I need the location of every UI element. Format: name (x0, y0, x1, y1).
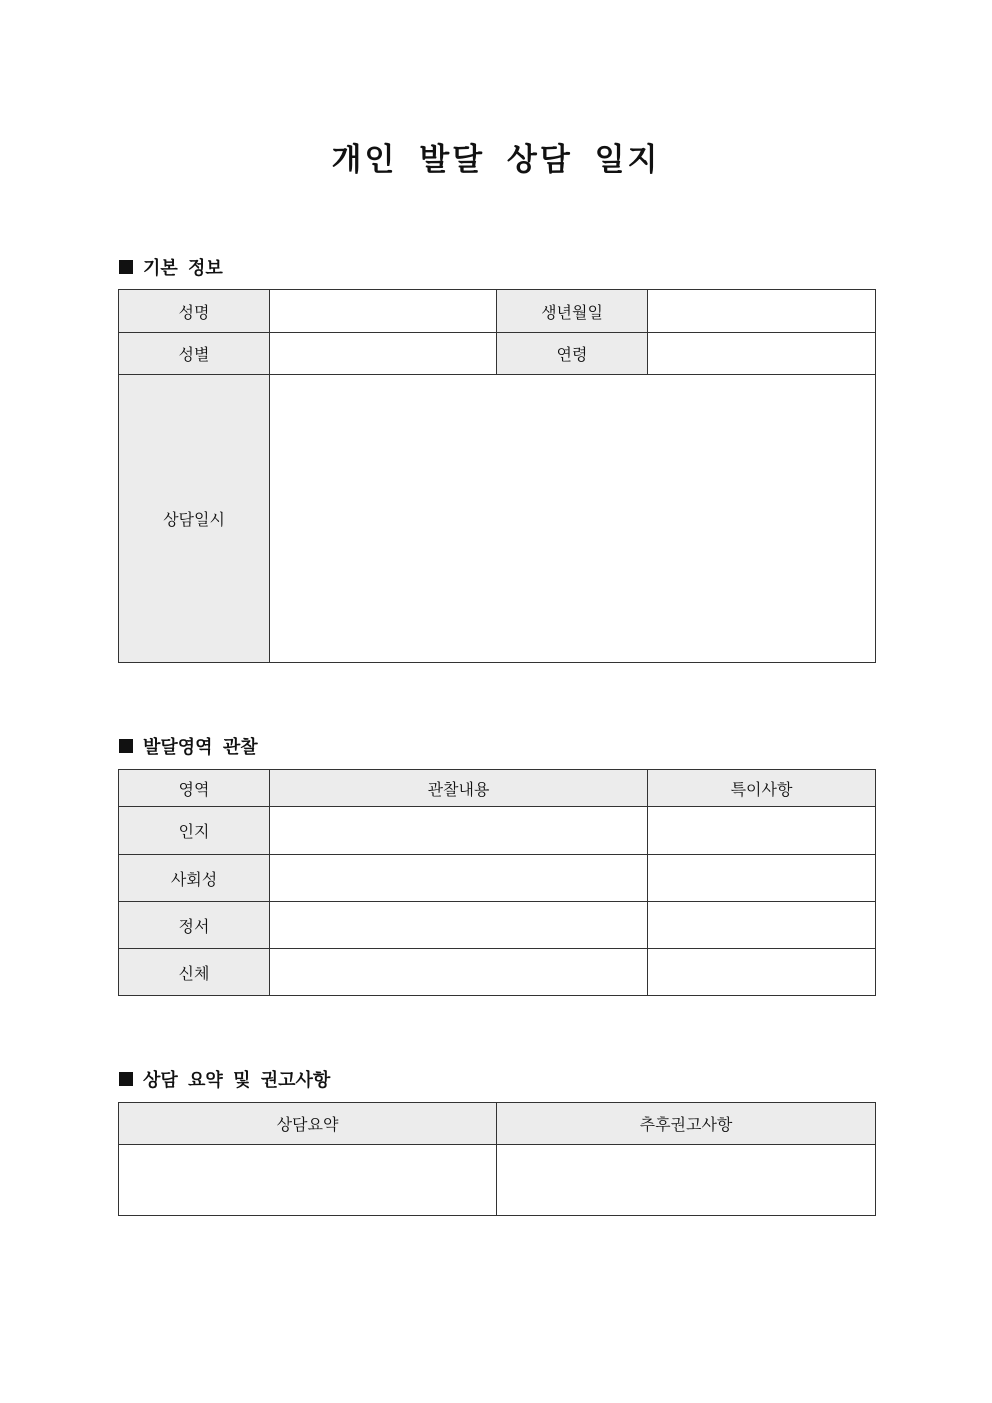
section-heading-basic-info (119, 254, 223, 280)
section-heading-label: 상담 요약 및 권고사항 (143, 1070, 331, 1091)
recommendation-field[interactable] (497, 1145, 876, 1216)
development-table (118, 769, 876, 996)
name-label: 성명 (119, 290, 270, 333)
table-row (119, 855, 876, 902)
section-heading-summary (119, 1066, 330, 1092)
table-row (119, 375, 876, 663)
table-header-row (119, 770, 876, 807)
observation-field-emotional[interactable] (270, 902, 648, 949)
area-label-social: 사회성 (119, 855, 270, 902)
age-field[interactable] (648, 333, 876, 375)
area-label-cognitive: 인지 (119, 807, 270, 855)
table-row (119, 290, 876, 333)
age-label: 연령 (497, 333, 648, 375)
table-row (119, 949, 876, 996)
column-header-area: 영역 (119, 770, 270, 807)
black-square-icon (119, 260, 133, 274)
column-header-summary: 상담요약 (119, 1103, 497, 1145)
observation-field-physical[interactable] (270, 949, 648, 996)
notes-field-cognitive[interactable] (648, 807, 876, 855)
table-row (119, 333, 876, 375)
summary-table (118, 1102, 876, 1216)
section-heading-development (119, 733, 258, 759)
counseling-datetime-field[interactable] (270, 375, 876, 663)
name-field[interactable] (270, 290, 497, 333)
observation-field-social[interactable] (270, 855, 648, 902)
black-square-icon (119, 739, 133, 753)
column-header-recommendation: 추후권고사항 (497, 1103, 876, 1145)
counseling-datetime-label: 상담일시 (119, 375, 270, 663)
gender-label: 성별 (119, 333, 270, 375)
area-label-emotional: 정서 (119, 902, 270, 949)
black-square-icon (119, 1072, 133, 1086)
table-row (119, 807, 876, 855)
observation-field-cognitive[interactable] (270, 807, 648, 855)
column-header-observation: 관찰내용 (270, 770, 648, 807)
basic-info-table (118, 289, 876, 663)
page-title: 개인 발달 상담 일지 (331, 142, 661, 178)
gender-field[interactable] (270, 333, 497, 375)
column-header-notes: 특이사항 (648, 770, 876, 807)
notes-field-emotional[interactable] (648, 902, 876, 949)
table-header-row (119, 1103, 876, 1145)
section-heading-label: 기본 정보 (143, 258, 223, 279)
section-heading-label: 발달영역 관찰 (143, 737, 258, 758)
table-row (119, 1145, 876, 1216)
summary-field[interactable] (119, 1145, 497, 1216)
area-label-physical: 신체 (119, 949, 270, 996)
notes-field-social[interactable] (648, 855, 876, 902)
table-row (119, 902, 876, 949)
birthdate-label: 생년월일 (497, 290, 648, 333)
birthdate-field[interactable] (648, 290, 876, 333)
notes-field-physical[interactable] (648, 949, 876, 996)
